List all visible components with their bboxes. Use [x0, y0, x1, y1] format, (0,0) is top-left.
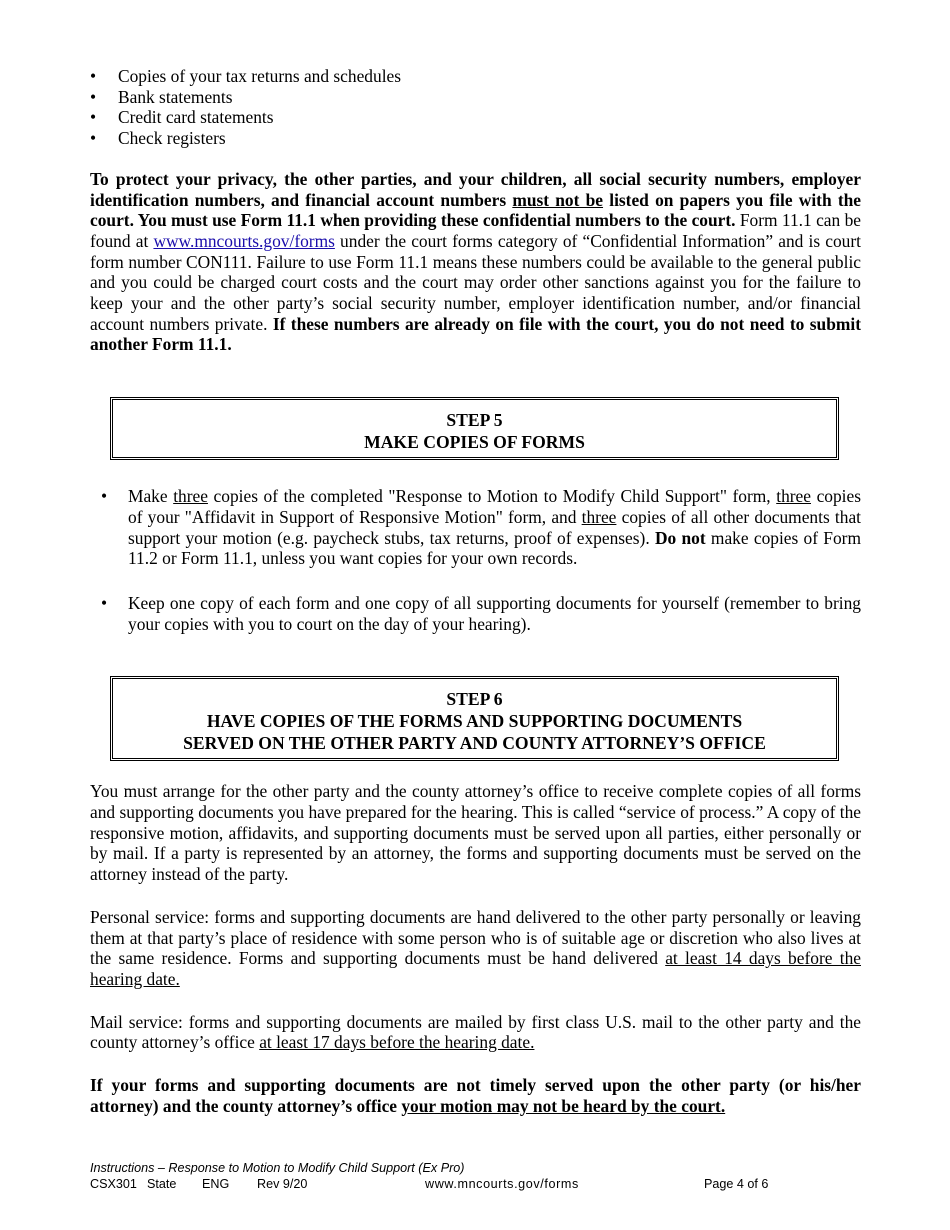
step-5-header — [110, 397, 839, 460]
list-item — [90, 107, 861, 128]
bullet-icon: • — [90, 107, 97, 128]
step5-text: copies of the completed "Response to Motion to Modify Child Support" form, — [207, 486, 777, 507]
list-item — [90, 66, 861, 87]
step-5-list — [90, 486, 861, 634]
step5-three: three — [173, 486, 208, 507]
service-intro-paragraph: You must arrange for the other party and the county attorney’s office to receive complete copies of all forms and supporting documents you have prepared for the hearing. This is called “service of process.” A copy of the responsive motion, affidavits, and supporting documents must be served upon all parties, either personally or by mail. If a party is represented by an attorney, the forms and supporting documents must be served on the attorney instead of the party. — [90, 781, 861, 885]
mail-service-deadline: at least 17 days before the hearing date. — [259, 1032, 535, 1053]
list-item-text: Check registers — [118, 128, 226, 149]
step-5-title: MAKE COPIES OF FORMS — [364, 432, 585, 453]
list-item-text: Bank statements — [118, 86, 233, 107]
privacy-text-2: under the court forms category of “Confidential Information” and is court form number CON111. Failure to use Form 11.1 means these numbers could be available to the general public and you could be charged court costs and the court may order other sanctions against you for the failure to keep your and the other party’s social security number, employer identification number, and/or financial account numbers private. — [90, 230, 861, 334]
footer-row — [90, 1176, 861, 1192]
list-item — [90, 486, 861, 569]
step5-text: Make — [128, 486, 174, 507]
step5-text: copies of all other documents that support your motion (e.g. paycheck stubs, tax returns, proof of expenses). — [128, 506, 861, 548]
mail-service-text: Mail service: forms and supporting documents are mailed by first class U.S. mail to the other party and the county attorney’s office — [90, 1011, 861, 1053]
step-6-header — [110, 676, 839, 761]
service-warning-consequence: your motion may not be heard by the court. — [401, 1095, 726, 1116]
bullet-icon: • — [101, 486, 108, 507]
service-warning-text: If your forms and supporting documents are not timely served upon the other party (or his/her attorney) and the county attorney’s office — [90, 1075, 861, 1116]
personal-service-paragraph — [90, 907, 861, 990]
bullet-icon: • — [90, 86, 97, 107]
bullet-icon: • — [90, 66, 97, 86]
footer-language: ENG — [202, 1177, 230, 1191]
page-footer — [90, 1160, 861, 1192]
footer-title: Instructions – Response to Motion to Modify Child Support (Ex Pro) — [90, 1161, 465, 1175]
personal-service-deadline: at least 14 days before the hearing date. — [90, 948, 861, 989]
mail-service-paragraph — [90, 1012, 861, 1053]
footer-page-number: Page 4 of 6 — [704, 1177, 769, 1191]
list-item — [90, 87, 861, 108]
records-list — [90, 66, 861, 149]
service-warning-paragraph — [90, 1075, 861, 1116]
privacy-bold-text-2: listed on papers you file with the court. You must use Form 11.1 when providing these confidential numbers to the court. — [90, 189, 862, 231]
bullet-icon: • — [90, 128, 97, 149]
step5-do-not: Do not — [654, 527, 706, 548]
step5-keep-copy: Keep one copy of each form and one copy of all supporting documents for yourself (remember to bring your copies with you to court on the day of your hearing). — [128, 592, 861, 634]
footer-state: State — [147, 1177, 177, 1191]
privacy-must-not-be: must not be — [512, 189, 604, 210]
personal-service-text: Personal service: forms and supporting documents are hand delivered to the other party personally or leaving them at that party’s place of residence with some person who is of suitable age or discretion who also lives at the same residence. Forms and supporting documents must be hand delivered — [90, 906, 861, 969]
step-6-number: STEP 6 — [446, 689, 503, 710]
step-5-number: STEP 5 — [446, 410, 503, 431]
step5-text: make copies of Form 11.2 or Form 11.1, unless you want copies for your own records. — [128, 527, 861, 569]
step5-three: three — [776, 486, 811, 507]
step-6-title-line-1: HAVE COPIES OF THE FORMS AND SUPPORTING DOCUMENTS — [206, 711, 743, 732]
step5-text: copies of your "Affidavit in Support of Responsive Motion" form, and — [128, 486, 862, 527]
privacy-bold-end: If these numbers are already on file with the court, you do not need to submit another Form 11.1. — [90, 313, 862, 355]
list-item — [90, 128, 861, 149]
privacy-bold-text: To protect your privacy, the other parties, and your children, all social security numbers, employer identification numbers, and financial account numbers — [90, 168, 861, 210]
list-item-text: Copies of your tax returns and schedules — [118, 66, 402, 86]
footer-revision: Rev 9/20 — [257, 1177, 308, 1191]
bullet-icon: • — [101, 592, 108, 613]
list-item — [90, 593, 861, 634]
footer-form-code: CSX301 — [90, 1177, 137, 1191]
list-item-text: Credit card statements — [118, 107, 274, 128]
privacy-text: Form 11.1 can be found at — [90, 210, 861, 251]
step-6-title-line-2: SERVED ON THE OTHER PARTY AND COUNTY ATTORNEY’S OFFICE — [183, 733, 766, 754]
privacy-paragraph — [90, 169, 861, 355]
step5-three: three — [581, 506, 617, 527]
footer-url: www.mncourts.gov/forms — [425, 1177, 579, 1191]
page-content — [90, 66, 861, 1117]
forms-link[interactable]: www.mncourts.gov/forms — [153, 230, 335, 251]
